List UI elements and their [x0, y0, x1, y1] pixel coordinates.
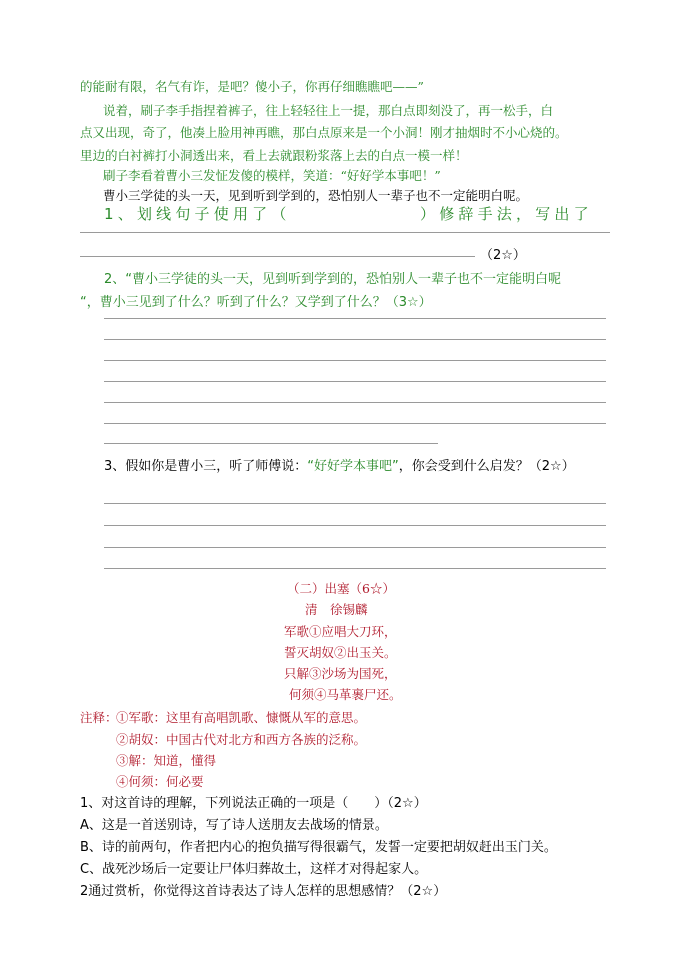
passage-line-1: 的能耐有限，名气有诈，是吧？傻小子，你再仔细瞧瞧吧——” — [80, 79, 424, 94]
answer-line[interactable] — [104, 423, 606, 424]
passage-line-2: 说着，刷子李手指捏着裤子，往上轻轻往上一提，那白点即刻没了，再一松手，白 — [103, 103, 554, 118]
q1-prefix: 1、划线句子使用了（ — [104, 205, 291, 223]
poem-line: 誓灭胡奴②出玉关。 — [284, 645, 397, 660]
note-1: ①军歌：这里有高唱凯歌、慷慨从军的意思。 — [116, 710, 367, 725]
answer-line[interactable] — [104, 443, 438, 444]
note-3: ③解：知道，懂得 — [116, 753, 217, 768]
q2-line-1: 2、“曹小三学徒的头一天，见到听到学到的，恐怕别人一辈子也不一定能明白呢 — [104, 272, 562, 287]
q3-quote: “好好学本事吧” — [307, 459, 399, 474]
poem-line: 只解③沙场为国死， — [284, 666, 397, 681]
poem-line: 军歌①应唱大刀环， — [284, 624, 397, 639]
passage-line-4: 里边的白衬裤打小洞透出来，看上去就跟粉浆落上去的白点一模一样！ — [80, 148, 468, 163]
option-a: A、这是一首送别诗，写了诗人送朋友去战场的情景。 — [80, 818, 388, 833]
poem-line: 何须④马革裹尸还。 — [289, 687, 402, 702]
note-2: ②胡奴：中国古代对北方和西方各族的泛称。 — [116, 732, 367, 747]
q1-suffix: ）修辞手法，写出了 — [420, 205, 593, 223]
option-b: B、诗的前两句，作者把内心的抱负描写得很霸气，发誓一定要把胡奴赶出玉门关。 — [80, 840, 557, 855]
poem-author: 清 徐锡麟 — [305, 602, 368, 617]
q3-text — [104, 455, 575, 474]
passage-line-5: 刷子李看着曹小三发怔发傻的模样，笑道：“好好学本事吧！” — [103, 168, 441, 183]
poem-section-title: （二）出塞（6☆） — [287, 581, 395, 596]
poem-q1: 1、对这首诗的理解，下列说法正确的一项是（ ）（2☆） — [80, 796, 427, 811]
poem-q2: 2通过赏析，你觉得这首诗表达了诗人怎样的思想感情？（2☆） — [80, 884, 447, 899]
q3-prefix: 3、假如你是曹小三，听了师傅说： — [104, 459, 308, 474]
answer-line[interactable] — [104, 402, 606, 403]
answer-line[interactable] — [104, 568, 606, 569]
q3-suffix: ，你会受到什么启发？（2☆） — [398, 459, 575, 474]
answer-line[interactable] — [104, 318, 606, 319]
notes-label: 注释： — [80, 710, 118, 725]
answer-line[interactable] — [80, 232, 610, 233]
passage-line-3: 点又出现，奇了，他凑上脸用神再瞧，那白点原来是一个小洞！刚才抽烟时不小心烧的。 — [80, 125, 568, 140]
passage-line-6: 曹小三学徒的头一天，见到听到学到的，恐怕别人一辈子也不一定能明白呢。 — [103, 188, 529, 203]
answer-line[interactable] — [104, 339, 606, 340]
answer-line[interactable] — [104, 360, 606, 361]
answer-line[interactable] — [104, 503, 606, 504]
answer-line[interactable] — [104, 547, 606, 548]
answer-line[interactable] — [104, 381, 606, 382]
q2-line-2: “，曹小三见到了什么？听到了什么？又学到了什么？（3☆） — [80, 295, 432, 310]
note-4: ④何须：何必要 — [116, 774, 204, 789]
answer-line[interactable] — [104, 525, 606, 526]
option-c: C、战死沙场后一定要让尸体归葬故土，这样才对得起家人。 — [80, 862, 428, 877]
answer-line[interactable] — [80, 256, 475, 257]
q1-score: （2☆） — [480, 248, 526, 263]
